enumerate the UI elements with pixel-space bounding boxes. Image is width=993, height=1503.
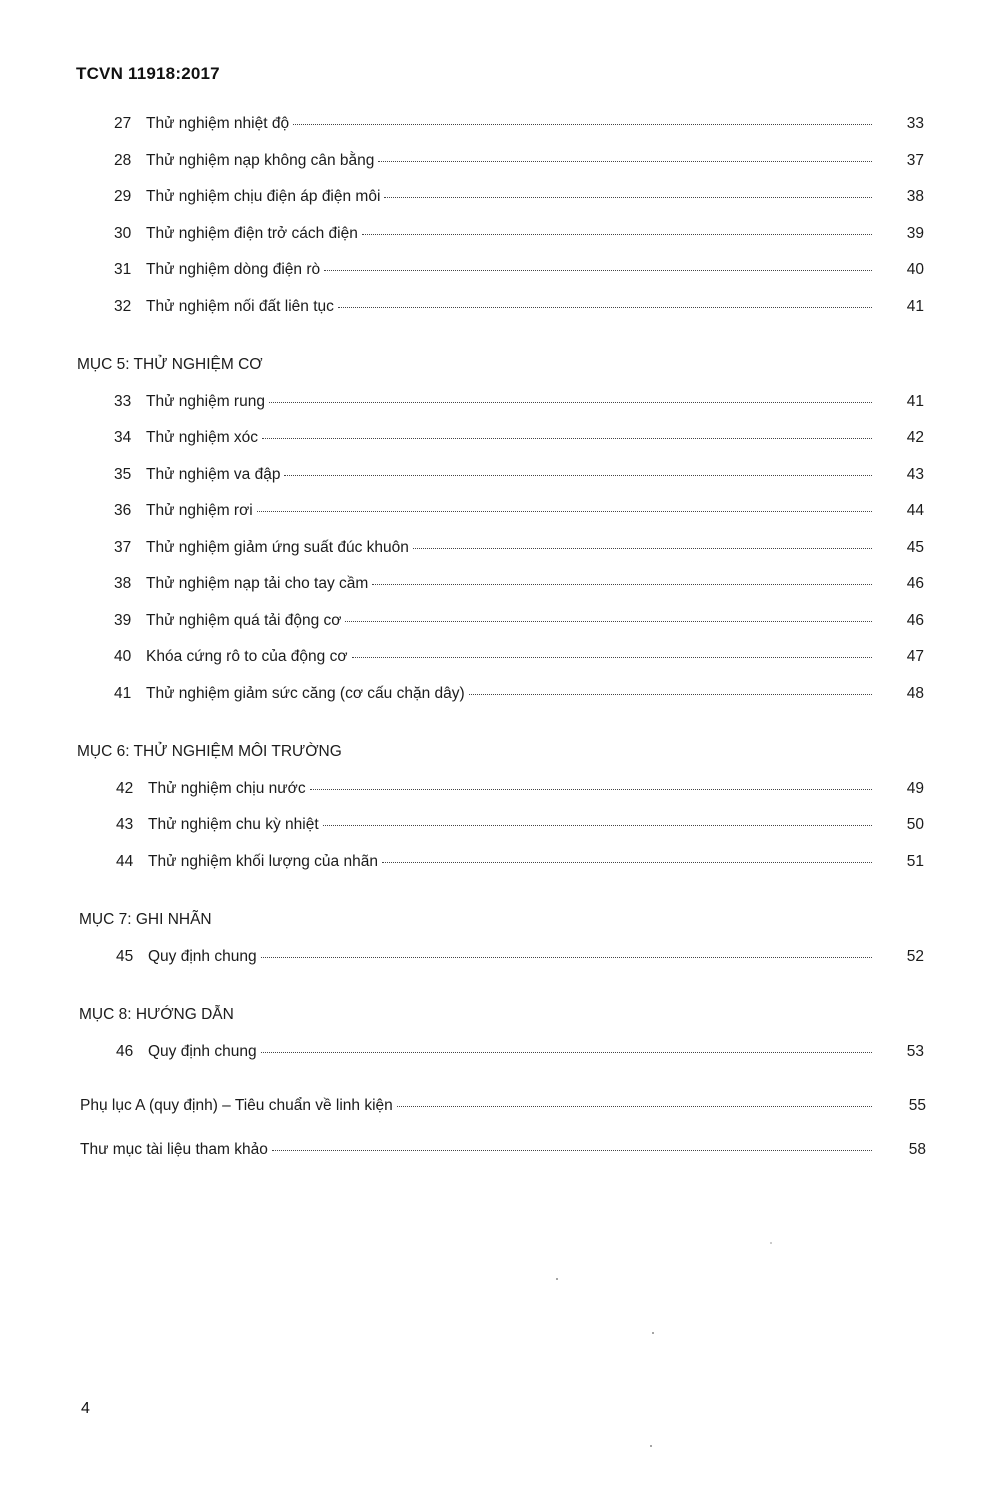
toc-entry-page [884,260,924,280]
toc-entry-page [884,151,924,171]
toc-entry-number: 36 [114,502,132,519]
page-number: 4 [81,1400,90,1417]
toc-entry-page-number: 52 [906,947,924,965]
toc-entry-page-number: 38 [906,188,924,205]
toc-entry-number: 41 [114,684,132,702]
toc-entry-page-number: 42 [906,429,924,446]
toc-entry-title: Thử nghiệm giảm sức căng (cơ cấu chặn dây) [146,684,465,702]
toc-entry-number: 33 [114,392,132,410]
dot-leader [269,401,872,403]
toc-entry[interactable] [116,852,876,872]
toc-annex-title: Thư mục tài liệu tham khảo [80,1141,268,1158]
dot-leader [338,306,872,308]
toc-entry-title: Thử nghiệm rơi [146,502,253,519]
scan-speck [556,1278,558,1280]
toc-entry-page-number: 44 [906,502,924,519]
toc-entry[interactable] [114,297,876,317]
section-heading: MỤC 5: THỬ NGHIỆM CƠ [77,356,263,373]
toc-entry-title: Thử nghiệm điện trở cách điện [146,224,358,242]
toc-entry-title: Thử nghiệm chịu điện áp điện môi [146,188,381,205]
toc-entry[interactable] [114,224,876,244]
dot-leader [362,233,872,235]
dot-leader [272,1149,872,1151]
dot-leader [323,824,872,826]
toc-entry-number: 40 [114,648,132,665]
toc-entry-page-number: 49 [906,779,924,797]
toc-entry-page-number: 33 [906,115,924,132]
toc-entry[interactable] [114,501,876,521]
toc-entry-page-number: 39 [906,224,924,242]
dot-leader [382,861,872,863]
toc-annex-page [886,1096,926,1116]
toc-entry[interactable] [116,779,876,799]
toc-entry-title: Thử nghiệm chịu nước [148,779,306,797]
toc-entry-number: 39 [114,611,132,629]
toc-entry[interactable] [116,1042,876,1062]
toc-annex-title: Phụ lục A (quy định) – Tiêu chuẩn về linh kiện [80,1097,393,1114]
section-heading: MỤC 7: GHI NHÃN [79,911,212,928]
toc-annex-entry[interactable] [80,1096,876,1116]
toc-entry-title: Thử nghiệm nạp không cân bằng [146,151,375,169]
dot-leader [397,1105,872,1107]
toc-entry-title: Thử nghiệm quá tải động cơ [146,611,342,629]
toc-entry-page [884,224,924,244]
toc-entry-title: Thử nghiệm va đập [146,465,281,483]
toc-entry-title: Thử nghiệm khối lượng của nhãn [148,852,378,870]
dot-leader [413,547,872,549]
toc-entry[interactable] [114,392,876,412]
toc-entry-page [884,428,924,448]
toc-entry-number: 43 [116,816,134,833]
dot-leader [293,123,872,125]
toc-entry-number: 29 [114,188,132,205]
toc-entry-title: Thử nghiệm rung [146,392,265,410]
scan-speck [650,1445,652,1447]
toc-entry-page-number: 50 [906,816,924,833]
section-heading: MỤC 6: THỬ NGHIỆM MÔI TRƯỜNG [77,743,342,760]
toc-entry-page [884,297,924,317]
toc-entry-page [884,392,924,412]
toc-entry-page-number: 48 [906,684,924,702]
toc-entry-page [884,947,924,967]
toc-entry-number: 31 [114,261,132,278]
toc-entry-page-number: 37 [906,151,924,169]
toc-entry-number: 46 [116,1042,134,1060]
toc-entry[interactable] [114,187,876,207]
scan-speck [652,1332,654,1334]
toc-entry-title: Thử nghiệm dòng điện rò [146,261,321,278]
toc-entry-page [884,114,924,134]
toc-entry-page [884,1042,924,1062]
toc-entry-title: Thử nghiệm giảm ứng suất đúc khuôn [146,538,409,556]
toc-annex-page-number: 55 [908,1097,926,1114]
toc-entry-number: 44 [116,852,134,870]
toc-entry-page-number: 40 [906,261,924,278]
toc-entry-page-number: 41 [906,392,924,410]
toc-annex-page-number: 58 [908,1141,926,1158]
toc-entry-page [884,538,924,558]
toc-entry-page [884,187,924,207]
document-header-title: TCVN 11918:2017 [76,64,220,83]
toc-entry-page-number: 41 [906,297,924,315]
dot-leader [469,693,872,695]
toc-entry-number: 27 [114,115,132,132]
toc-entry[interactable] [116,947,876,967]
dot-leader [261,1051,872,1053]
toc-entry-page-number: 53 [906,1042,924,1060]
toc-entry-page [884,647,924,667]
toc-entry-number: 28 [114,151,132,169]
toc-entry-page [884,465,924,485]
toc-entry-page [884,815,924,835]
toc-entry-title: Thử nghiệm chu kỳ nhiệt [148,816,319,833]
toc-entry-page [884,852,924,872]
toc-entry-title: Quy định chung [148,947,257,965]
toc-entry-number: 42 [116,779,134,797]
dot-leader [352,656,873,658]
toc-entry[interactable] [114,684,876,704]
dot-leader [345,620,872,622]
dot-leader [257,510,872,512]
toc-entry[interactable] [114,260,876,280]
toc-entry-page [884,611,924,631]
toc-annex-entry[interactable] [80,1140,876,1160]
toc-entry[interactable] [114,151,876,171]
toc-entry-title: Thử nghiệm nhiệt độ [146,115,290,132]
toc-entry[interactable] [114,465,876,485]
toc-entry[interactable] [114,114,876,134]
toc-annex-page [886,1140,926,1160]
dot-leader [262,437,872,439]
toc-entry-page-number: 51 [906,852,924,870]
toc-entry[interactable] [114,574,876,594]
dot-leader [284,474,872,476]
toc-entry-number: 30 [114,224,132,242]
toc-entry-title: Khóa cứng rô to của động cơ [146,648,348,665]
dot-leader [324,269,872,271]
toc-entry-page [884,501,924,521]
dot-leader [372,583,872,585]
toc-entry-number: 34 [114,429,132,446]
section-heading: MỤC 8: HƯỚNG DẪN [79,1006,234,1023]
toc-entry-page-number: 45 [906,538,924,556]
toc-entry[interactable] [114,611,876,631]
toc-entry-number: 38 [114,575,132,592]
toc-entry[interactable] [114,428,876,448]
toc-entry-number: 37 [114,538,132,556]
toc-entry[interactable] [114,647,876,667]
scan-speck [770,1242,772,1244]
toc-entry-title: Thử nghiệm xóc [146,429,259,446]
toc-entry-page-number: 47 [906,648,924,665]
toc-entry-title: Quy định chung [148,1042,257,1060]
toc-entry-page-number: 46 [906,611,924,629]
toc-entry-title: Thử nghiệm nối đất liên tục [146,297,334,315]
dot-leader [384,196,872,198]
toc-entry-number: 35 [114,465,132,483]
toc-entry-page [884,779,924,799]
toc-entry-page-number: 46 [906,575,924,592]
toc-entry-page [884,684,924,704]
toc-entry-page [884,574,924,594]
toc-entry-title: Thử nghiệm nạp tải cho tay cầm [146,575,369,592]
toc-entry-number: 45 [116,947,134,965]
toc-entry[interactable] [116,815,876,835]
dot-leader [261,956,872,958]
toc-entry-number: 32 [114,297,132,315]
toc-entry[interactable] [114,538,876,558]
toc-entry-page-number: 43 [906,465,924,483]
dot-leader [310,788,872,790]
dot-leader [378,160,872,162]
